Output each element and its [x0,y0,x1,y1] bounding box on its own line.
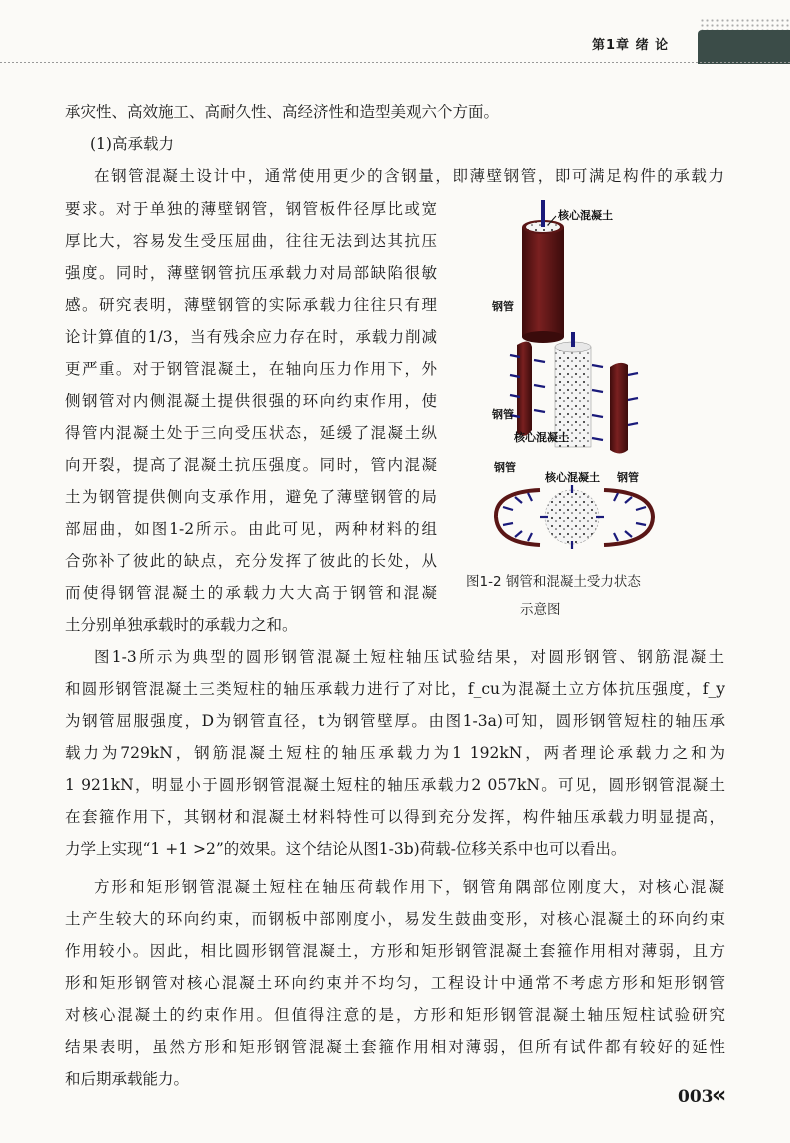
text-line: 对核心混凝土的约束作用。但值得注意的是，方形和矩形钢管混凝土轴压短柱试验研究 [65,1006,725,1024]
text-line: 厚比大，容易发生受压屈曲，往往无法到达其抗压 [65,232,437,250]
text-line: 图1-3所示为典型的圆形钢管混凝土短柱轴压试验结果，对圆形钢管、钢筋混凝土 [94,648,724,666]
text-line: 要求。对于单独的薄壁钢管，钢管板件径厚比或宽 [65,200,437,218]
figure-label: 核心混凝土 [514,431,569,444]
text-line: 载力为729kN，钢筋混凝土短柱的轴压承载力为1 192kN，两者理论承载力之和为 [65,744,725,762]
figure-label: 钢管 [617,471,639,484]
header-dot-pattern [700,18,790,30]
figure-1-2 [470,195,710,565]
text-line: 形和矩形钢管对核心混凝土环向约束并不均匀，工程设计中通常不考虑方形和矩形钢管 [65,974,725,992]
text-line: 部屈曲，如图1-2所示。由此可见，两种材料的组 [65,520,437,538]
text-line: 和后期承载能力。 [65,1070,190,1088]
text-line: 得管内混凝土处于三向受压状态，延缓了混凝土纵 [65,424,437,442]
text-line: 土产生较大的环向约束，而钢板中部刚度小，易发生鼓曲变形，对核心混凝土的环向约束 [65,910,725,928]
text-line: 感。研究表明，薄壁钢管的实际承载力往往只有理 [65,296,437,314]
text-line: 更严重。对于钢管混凝土，在轴向压力作用下，外 [65,360,437,378]
text-line: 结果表明，虽然方形和矩形钢管混凝土套箍作用相对薄弱，但所有试件都有较好的延性 [65,1038,725,1056]
text-line: 承灾性、高效施工、高耐久性、高经济性和造型美观六个方面。 [65,103,500,121]
steel-shell-right [610,363,628,454]
figure-label: 钢管 [494,461,516,474]
figure-label: 钢管 [492,408,514,421]
chapter-header: 第1章 绪 论 [592,38,670,53]
text-line: 土分别单独承载时的承载力之和。 [65,616,298,634]
chevron-icon: « [712,1083,727,1108]
figure-caption-cont: 示意图 [520,602,561,618]
figure-caption: 图1-2 钢管和混凝土受力状态 [466,574,641,590]
section-heading: (1)高承载力 [90,135,174,153]
header-tab [698,30,790,64]
text-line: 1 921kN，明显小于圆形钢管混凝土短柱的轴压承载力2 057kN。可见，圆形钢管混凝土 [65,776,725,794]
text-line: 侧钢管对内侧混凝土提供很强的环向约束作用，使 [65,392,437,410]
text-line: 而使得钢管混凝土的承载力大大高于钢管和混凝 [65,584,437,602]
text-line: 为钢管屈服强度，D为钢管直径，t为钢管壁厚。由图1-3a)可知，圆形钢管短柱的轴压承 [65,712,725,730]
page-number: 003 [678,1087,714,1107]
text-line: 作用较小。因此，相比圆形钢管混凝土，方形和矩形钢管混凝土套箍作用相对薄弱，且方 [65,942,725,960]
text-line: 和圆形钢管混凝土三类短柱的轴压承载力进行了对比，f_cu为混凝土立方体抗压强度，f_y [65,680,725,698]
steel-shell-left [517,341,532,435]
figure-label: 核心混凝土 [545,471,600,484]
text-line: 向开裂，提高了混凝土抗压强度。同时，管内混凝 [65,456,437,474]
text-line: 方形和矩形钢管混凝土短柱在轴压荷载作用下，钢管角隅部位刚度大，对核心混凝 [94,878,724,896]
text-line: 力学上实现“1 +1 >2”的效果。这个结论从图1-3b)荷载-位移关系中也可以看出。 [65,840,627,858]
text-line: 土为钢管提供侧向支承作用，避免了薄壁钢管的局 [65,488,437,506]
text-line: 合弥补了彼此的缺点，充分发挥了彼此的长处，从 [65,552,437,570]
figure-label: 核心混凝土 [558,209,613,222]
text-line: 在套箍作用下，其钢材和混凝土材料特性可以得到充分发挥，构件轴压承载力明显提高， [65,808,725,826]
text-line: 论计算值的1/3，当有残余应力存在时，承载力削减 [65,328,437,346]
header-rule [0,62,790,63]
text-line: 强度。同时，薄壁钢管抗压承载力对局部缺陷很敏 [65,264,437,282]
steel-tube-full [522,220,564,343]
text-line: 在钢管混凝土设计中，通常使用更少的含钢量，即薄壁钢管，即可满足构件的承载力 [94,167,724,185]
figure-label: 钢管 [492,300,514,313]
